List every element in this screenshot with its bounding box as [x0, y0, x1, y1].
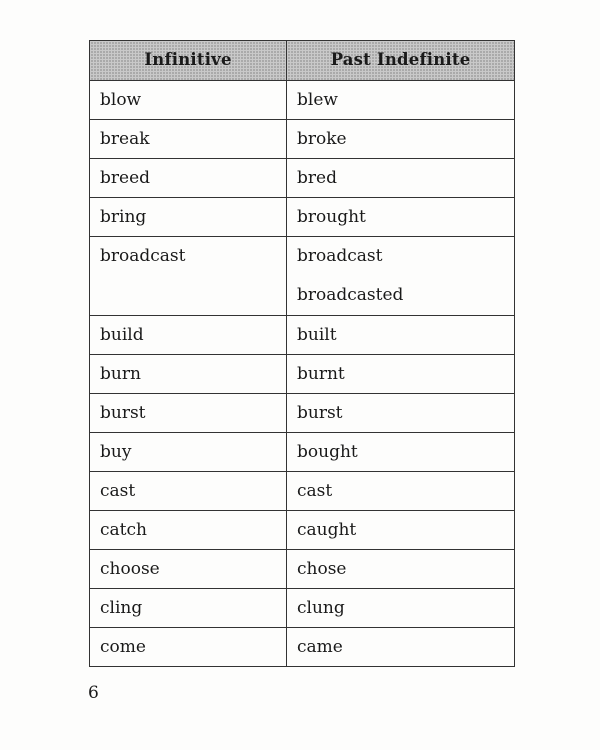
past-indefinite-cell: chose	[287, 550, 515, 589]
table-row	[90, 433, 515, 472]
infinitive-cell: burst	[90, 394, 287, 433]
infinitive-cell: choose	[90, 550, 287, 589]
infinitive-cell: catch	[90, 511, 287, 550]
infinitive-cell: bring	[90, 198, 287, 237]
infinitive-cell: cast	[90, 472, 287, 511]
past-indefinite-cell	[287, 237, 515, 316]
past-indefinite-cell: came	[287, 628, 515, 667]
table-row	[90, 237, 515, 316]
infinitive-cell: burn	[90, 355, 287, 394]
irregular-verbs-table	[89, 40, 515, 667]
table-row	[90, 472, 515, 511]
past-indefinite-cell: blew	[287, 81, 515, 120]
infinitive-cell: broadcast	[90, 237, 287, 316]
infinitive-cell: blow	[90, 81, 287, 120]
table-row	[90, 589, 515, 628]
infinitive-cell: buy	[90, 433, 287, 472]
table-row	[90, 198, 515, 237]
past-indefinite-cell: broke	[287, 120, 515, 159]
infinitive-cell: come	[90, 628, 287, 667]
past-indefinite-cell: burst	[287, 394, 515, 433]
table-row	[90, 394, 515, 433]
table-row	[90, 355, 515, 394]
past-indefinite-cell: cast	[287, 472, 515, 511]
infinitive-column-header: Infinitive	[90, 41, 287, 81]
page-number: 6	[88, 683, 99, 703]
past-indefinite-cell: bought	[287, 433, 515, 472]
past-form: broadcast	[297, 246, 383, 266]
past-indefinite-cell: caught	[287, 511, 515, 550]
infinitive-cell: cling	[90, 589, 287, 628]
past-indefinite-cell: built	[287, 316, 515, 355]
infinitive-cell: breed	[90, 159, 287, 198]
table-header	[90, 41, 515, 81]
past-indefinite-cell: bred	[287, 159, 515, 198]
table-row	[90, 120, 515, 159]
header-row	[90, 41, 515, 81]
table-row	[90, 159, 515, 198]
table-row	[90, 550, 515, 589]
past-indefinite-cell: burnt	[287, 355, 515, 394]
table-row	[90, 628, 515, 667]
past-indefinite-cell: clung	[287, 589, 515, 628]
infinitive-cell: break	[90, 120, 287, 159]
table-row	[90, 511, 515, 550]
table-row	[90, 316, 515, 355]
past-indefinite-column-header: Past Indefinite	[287, 41, 515, 81]
table-body	[90, 81, 515, 667]
infinitive-cell: build	[90, 316, 287, 355]
table-row	[90, 81, 515, 120]
past-form: broadcasted	[297, 285, 404, 305]
past-indefinite-cell: brought	[287, 198, 515, 237]
